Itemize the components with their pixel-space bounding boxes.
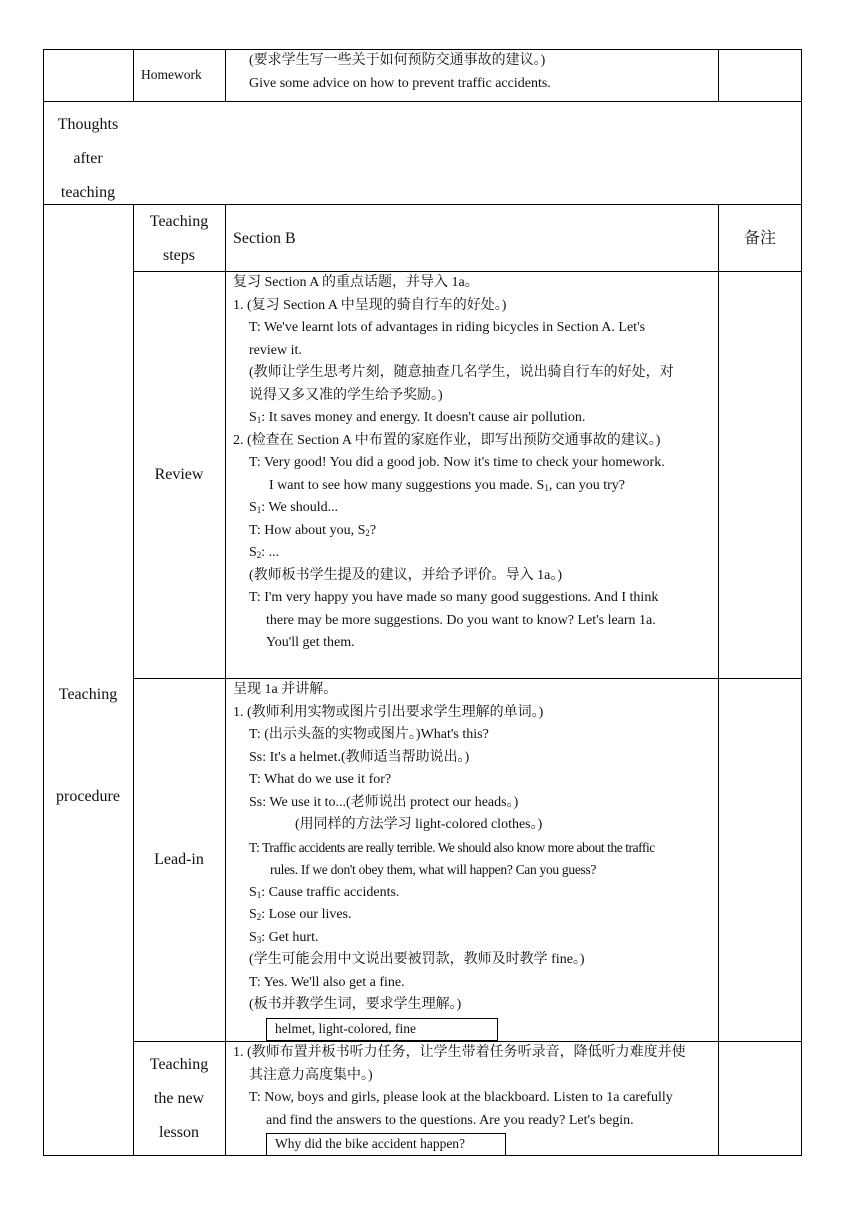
review-body [233, 272, 674, 655]
leadin-line-3: Ss: It's a helmet.(教师适当帮助说出。) [249, 749, 470, 765]
review-line-6: $S_1$: It saves money and energy. It doesn't cause air pollution. [249, 410, 586, 425]
thoughts-line-3: teaching [60, 184, 116, 201]
homework-line-cn: (要求学生写一些关于如何预防交通事故的建议。) [249, 53, 546, 68]
leadin-line-9: $S_1$: Cause traffic accidents. [249, 884, 400, 900]
header-remarks: 备注 [743, 230, 776, 247]
homework-line-en: Give some advice on how to prevent traffic accidents. [249, 76, 551, 91]
rule-right [801, 49, 802, 1156]
thoughts-line-2: after [73, 150, 103, 167]
leadin-line-12: (学生可能会用中文说出要被罚款，教师及时教学 fine。) [249, 952, 585, 967]
leadin-line-13: T: Yes. We'll also get a fine. [249, 974, 405, 990]
review-line-8: T: Very good! You did a good job. Now it's time to check your homework. [249, 455, 665, 470]
header-section: Section B [233, 230, 296, 247]
leadin-line-11: $S_3$: Get hurt. [249, 929, 319, 945]
review-line-15: there may be more suggestions. Do you want to know? Let's learn 1a. [266, 612, 656, 628]
newlesson-line-1: 其注意力高度集中。) [249, 1067, 373, 1083]
newlesson-label-3: lesson [159, 1124, 199, 1141]
review-line-3: review it. [249, 342, 302, 358]
rule-left [43, 49, 44, 1156]
leadin-line-7: T: Traffic accidents are really terrible. We should also know more about the traffic [249, 839, 655, 855]
review-line-0: 复习 Section A 的重点话题，并导入 1a。 [233, 275, 479, 290]
review-line-12: $S_2$: ... [249, 545, 280, 560]
leadin-line-2: T: (出示头盔的实物或图片。)What's this? [249, 727, 489, 742]
review-line-2: T: We've learnt lots of advantages in riding bicycles in Section A. Let's [249, 320, 646, 335]
header-steps-1: Teaching [149, 213, 209, 230]
review-line-7: 2. (检查在 Section A 中布置的家庭作业，即写出预防交通事故的建议。) [233, 432, 661, 448]
newlesson-label-2: the new [153, 1090, 205, 1107]
rule-col1b [133, 204, 134, 1156]
rule-col2b [225, 204, 226, 1156]
header-steps-2: steps [163, 247, 195, 264]
procedure-label-2: procedure [56, 788, 120, 805]
review-line-11: T: How about you, $S_2$? [249, 522, 377, 538]
thoughts-line-1: Thoughts [57, 116, 119, 133]
review-line-10: $S_1$: We should... [249, 500, 339, 515]
leadin-line-8: rules. If we don't obey them, what will happen? Can you guess? [270, 862, 597, 877]
newlesson-line-0: 1. (教师布置并板书听力任务，让学生带着任务听录音，降低听力难度并使 [233, 1045, 686, 1060]
leadin-line-6: (用同样的方法学习 light-colored clothes。) [295, 817, 543, 832]
review-line-16: You'll get them. [266, 635, 355, 650]
leadin-body [233, 679, 655, 1017]
homework-label: Homework [141, 67, 202, 82]
review-line-4: (教师让学生思考片刻，随意抽查几名学生，说出骑自行车的好处，对 [249, 365, 674, 380]
rule-col3 [718, 49, 719, 102]
newlesson-question-box: Why did the bike accident happen? [266, 1133, 506, 1156]
leadin-line-14: (板书并教学生词，要求学生理解。) [249, 997, 462, 1012]
leadin-line-0: 呈现 1a 并讲解。 [233, 682, 338, 697]
rule-col2 [225, 49, 226, 102]
review-line-13: (教师板书学生提及的建议，并给予评价。导入 1a。) [249, 567, 563, 583]
leadin-line-4: T: What do we use it for? [249, 772, 392, 787]
newlesson-body [233, 1042, 686, 1132]
leadin-line-1: 1. (教师利用实物或图片引出要求学生理解的单词。) [233, 704, 544, 720]
leadin-line-10: $S_2$: Lose our lives. [249, 907, 352, 922]
leadin-vocab-box: helmet, light-colored, fine [266, 1018, 498, 1041]
procedure-label-1: Teaching [58, 686, 118, 703]
rule-col1 [133, 49, 134, 102]
review-line-5: 说得又多又准的学生给予奖励。) [249, 387, 443, 403]
newlesson-line-2: T: Now, boys and girls, please look at the blackboard. Listen to 1a carefully [249, 1090, 673, 1105]
review-line-14: T: I'm very happy you have made so many good suggestions. And I think [249, 590, 659, 605]
review-line-9: I want to see how many suggestions you made. $S_1$, can you try? [269, 477, 626, 493]
leadin-label: Lead-in [154, 851, 204, 868]
leadin-line-5: Ss: We use it to...(老师说出 protect our heads。) [249, 794, 519, 810]
newlesson-label-1: Teaching [149, 1056, 209, 1073]
rule-col3b [718, 204, 719, 1156]
newlesson-label [133, 1048, 225, 1150]
review-label: Review [154, 466, 204, 483]
thoughts-label [43, 108, 133, 210]
rule-thoughts-bottom [43, 204, 802, 205]
review-line-1: 1. (复习 Section A 中呈现的骑自行车的好处。) [233, 297, 507, 313]
newlesson-line-3: and find the answers to the questions. Are you ready? Let's begin. [266, 1112, 634, 1128]
rule-homework-bottom [43, 101, 802, 102]
